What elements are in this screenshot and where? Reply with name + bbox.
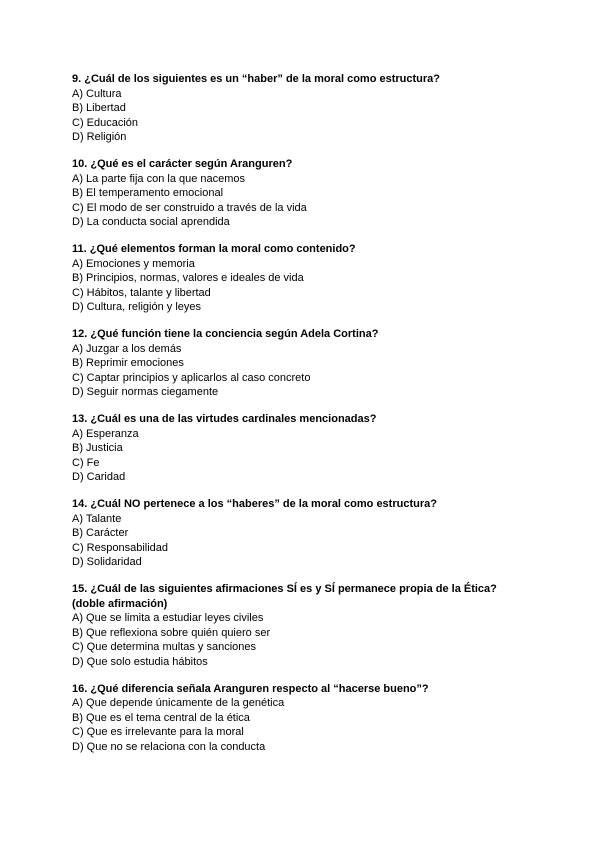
option-b: B) Carácter	[72, 527, 129, 539]
option-b: B) Justicia	[72, 442, 123, 454]
option-a: A) Cultura	[72, 87, 122, 100]
question-title: 16. ¿Qué diferencia señala Aranguren respecto al “hacerse bueno”?	[72, 682, 429, 695]
question-title: 9. ¿Cuál de los siguientes es un “haber” de la moral como estructura?	[72, 73, 440, 85]
option-a: A) Esperanza	[72, 427, 139, 440]
option-a: A) La parte fija con la que nacemos	[72, 172, 246, 185]
option-d: D) Seguir normas ciegamente	[72, 386, 219, 398]
option-d: D) Que solo estudia hábitos	[72, 655, 208, 668]
question-12	[72, 327, 532, 400]
option-a: A) Emociones y memoria	[72, 257, 195, 270]
option-b: B) Reprimir emociones	[72, 357, 184, 369]
option-c: C) Hábitos, talante y libertad	[72, 286, 211, 299]
option-d: D) Cultura, religión y leyes	[72, 301, 201, 313]
option-c: C) Fe	[72, 456, 100, 469]
question-title: 11. ¿Qué elementos forman la moral como contenido?	[72, 243, 356, 255]
option-a: A) Juzgar a los demás	[72, 342, 182, 355]
option-c: C) Que determina multas y sanciones	[72, 641, 257, 653]
option-c: C) Educación	[72, 116, 139, 129]
option-c: C) El modo de ser construido a través de la vida	[72, 201, 307, 214]
option-c: C) Que es irrelevante para la moral	[72, 726, 244, 738]
option-c: C) Responsabilidad	[72, 541, 168, 554]
option-b: B) El temperamento emocional	[72, 187, 224, 199]
option-d: D) Que no se relaciona con la conducta	[72, 740, 266, 753]
option-d: D) Religión	[72, 131, 127, 143]
question-title: 14. ¿Cuál NO pertenece a los “haberes” de la moral como estructura?	[72, 498, 437, 510]
option-a: A) Que depende únicamente de la genética	[72, 697, 285, 709]
option-b: B) Que reflexiona sobre quién quiero ser	[72, 626, 271, 639]
question-15	[72, 582, 532, 669]
question-9	[72, 72, 532, 145]
question-list	[72, 72, 532, 767]
question-title: 10. ¿Qué es el carácter según Aranguren?	[72, 158, 293, 170]
option-b: B) Libertad	[72, 102, 126, 114]
option-b: B) Principios, normas, valores e ideales de vida	[72, 272, 304, 284]
option-c: C) Captar principios y aplicarlos al caso concreto	[72, 371, 311, 384]
question-10	[72, 157, 532, 230]
option-a: A) Que se limita a estudiar leyes civiles	[72, 612, 264, 624]
option-a: A) Talante	[72, 512, 122, 525]
question-title: 15. ¿Cuál de las siguientes afirmaciones SÍ es y SÍ permanece propia de la Ética? (doble afirmación)	[72, 583, 497, 610]
question-13	[72, 412, 532, 485]
option-d: D) La conducta social aprendida	[72, 216, 230, 228]
question-title: 12. ¿Qué función tiene la conciencia según Adela Cortina?	[72, 328, 379, 340]
option-d: D) Solidaridad	[72, 556, 142, 568]
option-d: D) Caridad	[72, 471, 126, 483]
question-14	[72, 497, 532, 570]
question-16	[72, 682, 532, 755]
question-11	[72, 242, 532, 315]
option-b: B) Que es el tema central de la ética	[72, 711, 250, 724]
question-title: 13. ¿Cuál es una de las virtudes cardinales mencionadas?	[72, 413, 377, 425]
